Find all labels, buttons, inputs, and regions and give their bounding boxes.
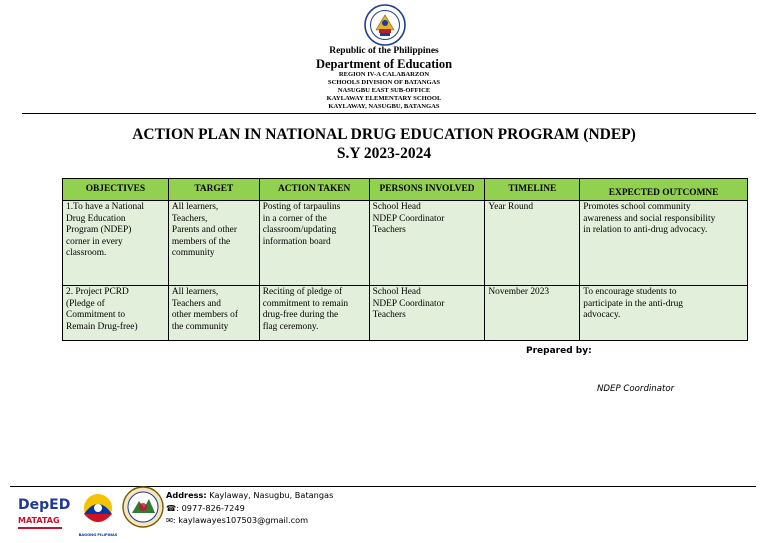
cell-line: Teachers xyxy=(372,225,406,235)
cell-line: NDEP Coordinator xyxy=(372,298,445,309)
cell-expected-outcome xyxy=(580,201,748,286)
cell-line: (Pledge of xyxy=(66,298,105,309)
header-divider xyxy=(22,113,756,114)
table-row xyxy=(63,201,748,286)
cell-line: commitment to remain xyxy=(262,298,349,309)
deped-seal-icon xyxy=(364,4,406,46)
cell-line: School Head xyxy=(372,202,421,212)
cell-line: community xyxy=(171,248,215,258)
cell-line: To encourage students to xyxy=(583,287,677,297)
cell-line: November 2023 xyxy=(488,287,550,297)
cell-line: 2. Project PCRD xyxy=(66,287,129,297)
cell-line: Drug Education xyxy=(66,213,126,224)
cell-line: All learners, xyxy=(171,202,219,212)
school-line: KAYLAWAY ELEMENTARY SCHOOL xyxy=(326,95,442,102)
suboffice-line: NASUGBU EAST SUB-OFFICE xyxy=(337,87,431,94)
cell-line: 1.To have a National xyxy=(66,202,144,212)
phone-icon: ☎ xyxy=(166,502,177,513)
email-icon: ✉ xyxy=(166,515,173,525)
prepared-by-label: Prepared by: xyxy=(526,346,592,356)
cell-persons-involved xyxy=(369,286,485,341)
cell-target xyxy=(168,201,259,286)
address-value: Kaylaway, Nasugbu, Batangas xyxy=(209,490,334,500)
cell-action-taken xyxy=(259,201,369,286)
cell-line: Year Round xyxy=(488,202,534,212)
bagong-pilipinas-text: BAGONG PILIPINAS xyxy=(78,533,118,537)
cell-line: Remain Drug-free) xyxy=(66,321,138,332)
cell-timeline xyxy=(485,286,580,341)
deped-logo-text: DepED xyxy=(18,497,71,513)
cell-line: members of the xyxy=(171,236,231,247)
header-timeline: TIMELINE xyxy=(485,179,580,201)
email-address: : kaylawayes107503@gmail.com xyxy=(172,515,309,525)
cell-line: advocacy. xyxy=(583,310,621,320)
header-target: TARGET xyxy=(168,179,259,201)
cell-line: Promotes school community xyxy=(583,202,691,212)
header-action-taken: ACTION TAKEN xyxy=(259,179,369,201)
cell-line: information board xyxy=(262,236,331,247)
cell-line: Teachers and xyxy=(171,298,221,309)
division-line: SCHOOLS DIVISION OF BATANGAS xyxy=(327,79,441,86)
deped-matatag-logo xyxy=(18,497,71,537)
school-year: S.Y 2023-2024 xyxy=(336,145,432,162)
cell-line: Program (NDEP) xyxy=(66,225,132,235)
ndep-coordinator-label: NDEP Coordinator xyxy=(597,384,675,394)
school-seal-icon xyxy=(122,486,164,528)
cell-objectives xyxy=(63,201,169,286)
cell-line: Reciting of pledge of xyxy=(262,287,343,297)
action-plan-table xyxy=(62,178,748,341)
address-line xyxy=(166,489,333,502)
table-header-row xyxy=(63,179,748,201)
header-persons-involved: PERSONS INVOLVED xyxy=(369,179,485,201)
phone-number: : 0977-826-7249 xyxy=(176,502,245,513)
table-row xyxy=(63,286,748,341)
cell-line: Parents and other xyxy=(171,225,237,235)
cell-line: corner in every xyxy=(66,236,123,247)
matatag-logo-text: MATATAG xyxy=(18,516,60,525)
location-line: KAYLAWAY, NASUGBU, BATANGAS xyxy=(328,103,440,110)
email-line xyxy=(166,514,333,527)
cell-timeline xyxy=(485,201,580,286)
cell-line: the community xyxy=(171,321,229,332)
cell-line: in relation to anti-drug advocacy. xyxy=(583,225,708,235)
cell-line: School Head xyxy=(372,287,421,297)
bagong-pilipinas-logo xyxy=(76,490,120,536)
document-title: ACTION PLAN IN NATIONAL DRUG EDUCATION PROGRAM (NDEP) xyxy=(132,126,636,143)
cell-line: Commitment to xyxy=(66,310,126,320)
cell-line: classroom. xyxy=(66,248,107,258)
cell-target xyxy=(168,286,259,341)
cell-line: All learners, xyxy=(171,287,219,297)
cell-line: awareness and social responsibility xyxy=(583,213,716,224)
bagong-pilipinas-icon xyxy=(76,490,120,528)
address-label: Address: xyxy=(166,490,207,500)
department-line: Department of Education xyxy=(315,57,453,71)
footer-contact xyxy=(166,489,333,527)
cell-line: drug-free during the xyxy=(262,310,339,320)
cell-line: flag ceremony. xyxy=(262,321,319,332)
phone-line xyxy=(166,502,333,515)
republic-line: Republic of the Philippines xyxy=(329,46,439,56)
cell-action-taken xyxy=(259,286,369,341)
header-objectives: OBJECTIVES xyxy=(63,179,169,201)
cell-line: other members of xyxy=(171,310,238,320)
region-line: REGION IV-A CALABARZON xyxy=(338,71,430,78)
cell-line: Teachers xyxy=(372,310,406,320)
cell-expected-outcome xyxy=(580,286,748,341)
cell-objectives xyxy=(63,286,169,341)
cell-line: Posting of tarpaulins xyxy=(262,202,341,212)
cell-line: in a corner of the xyxy=(262,213,327,224)
cell-line: Teachers, xyxy=(171,213,208,224)
cell-line: NDEP Coordinator xyxy=(372,213,445,224)
cell-line: participate in the anti-drug xyxy=(583,298,683,309)
cell-line: classroom/updating xyxy=(262,225,337,235)
matatag-underline xyxy=(18,527,62,529)
cell-persons-involved xyxy=(369,201,485,286)
header-expected-outcome: EXPECTED OUTCOMNE xyxy=(580,179,748,201)
